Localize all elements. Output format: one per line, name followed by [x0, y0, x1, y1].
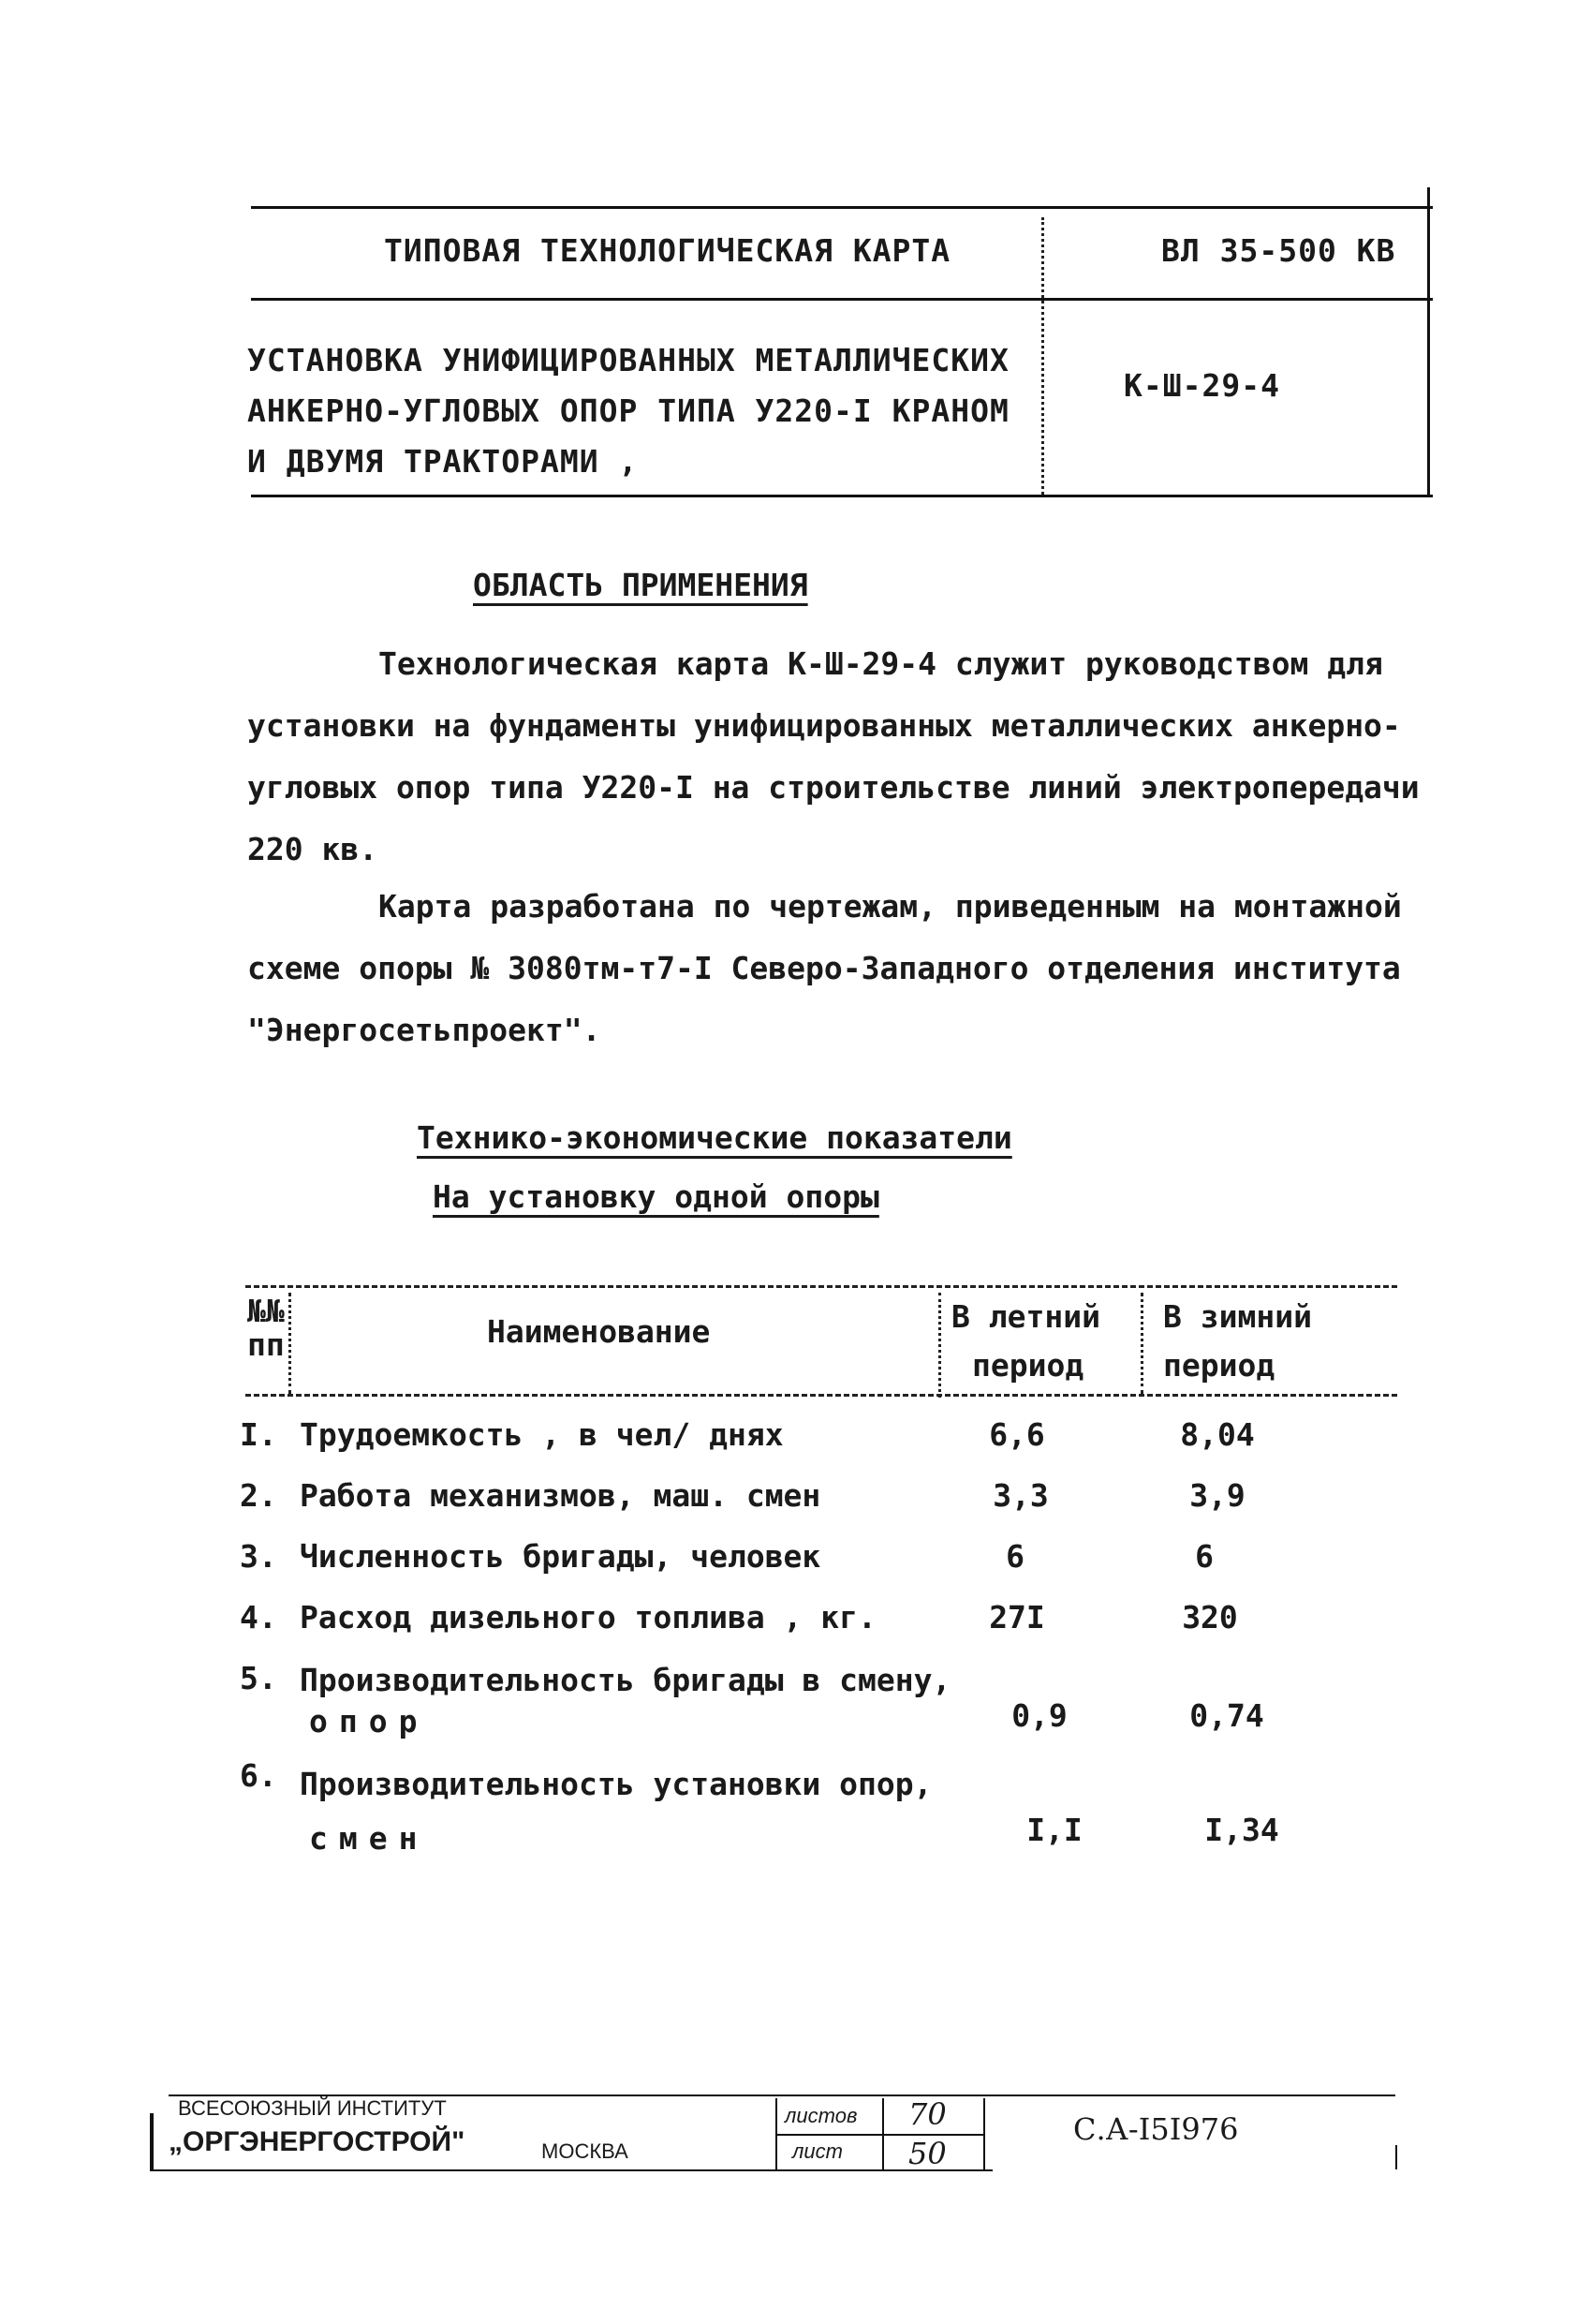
stamp-sheets-divider-right — [983, 2098, 985, 2169]
row-1-name: Трудоемкость , в чел/ днях — [300, 1416, 784, 1453]
row-6-summer: I,I — [1026, 1812, 1083, 1848]
scope-p1-line-1: Технологическая карта К-Ш-29-4 служит руководством для — [378, 645, 1383, 682]
row-3-summer: 6 — [1006, 1538, 1024, 1575]
row-1-winter: 8,04 — [1180, 1416, 1255, 1453]
row-3-winter: 6 — [1195, 1538, 1214, 1575]
sheets-value: 70 — [908, 2096, 947, 2132]
header-top-rule — [251, 206, 1433, 209]
row-2-name: Работа механизмов, маш. смен — [300, 1477, 821, 1514]
col-header-summer-line-2: период — [972, 1347, 1084, 1384]
indicators-heading-line-1: Технико-экономические показатели — [417, 1119, 1012, 1156]
table-header-bottom-rule — [245, 1394, 1397, 1397]
col-header-summer-line-1: В летний — [951, 1298, 1100, 1335]
scope-p1-line-4: 220 кв. — [247, 831, 378, 867]
header-column-divider — [1041, 217, 1044, 495]
table-top-rule — [245, 1285, 1397, 1288]
stamp-right-tick — [1395, 2145, 1397, 2169]
sheets-label: листов — [785, 2104, 858, 2127]
row-5-summer: 0,9 — [1011, 1697, 1068, 1734]
row-5-name-line-2: опор — [309, 1703, 429, 1739]
scope-p2-line-1: Карта разработана по чертежам, приведенным на монтажной — [378, 888, 1402, 925]
row-6-name-line-1: Производительность установки опор, — [300, 1766, 933, 1802]
row-2-num: 2. — [240, 1477, 277, 1514]
scope-p1-line-3: угловых опор типа У220-I на строительстве линий электропередачи — [247, 769, 1420, 806]
row-3-name: Численность бригады, человек — [300, 1538, 821, 1575]
header-middle-rule — [251, 298, 1433, 301]
row-4-summer: 27I — [989, 1599, 1045, 1636]
institute-line-2: „ОРГЭНЕРГОСТРОЙ" — [169, 2126, 465, 2157]
row-6-num: 6. — [240, 1757, 277, 1794]
scope-paragraph-1 — [247, 633, 1420, 881]
scope-p2-line-3: "Энергосетьпроект". — [247, 1012, 601, 1048]
sheet-value: 50 — [908, 2136, 947, 2171]
card-title-line-2: АНКЕРНО-УГЛОВЫХ ОПОР ТИПА У220-I КРАНОМ — [247, 392, 1010, 429]
row-2-winter: 3,9 — [1189, 1477, 1246, 1514]
row-2-summer: 3,3 — [993, 1477, 1049, 1514]
col-header-winter-line-2: период — [1163, 1347, 1275, 1384]
row-5-name-line-1: Производительность бригады в смену, — [300, 1662, 951, 1698]
col-header-winter-line-1: В зимний — [1163, 1298, 1312, 1335]
table-divider-summer — [1141, 1293, 1143, 1394]
institute-city: МОСКВА — [541, 2139, 628, 2163]
stamp-sheets-mid-rule — [775, 2134, 983, 2136]
col-header-num — [247, 1295, 285, 1362]
card-type-label: ТИПОВАЯ ТЕХНОЛОГИЧЕСКАЯ КАРТА — [384, 232, 951, 269]
col-header-name: Наименование — [487, 1313, 711, 1350]
table-divider-num — [288, 1293, 291, 1394]
row-3-num: 3. — [240, 1538, 277, 1575]
row-6-name — [300, 1757, 933, 1866]
card-title-line-3: И ДВУМЯ ТРАКТОРАМИ , — [247, 443, 639, 480]
row-4-num: 4. — [240, 1599, 277, 1636]
row-6-name-line-2: смен — [309, 1820, 429, 1857]
institute-line-1: ВСЕСОЮЗНЫЙ ИНСТИТУТ — [178, 2096, 447, 2120]
row-1-summer: 6,6 — [989, 1416, 1045, 1453]
row-5-winter: 0,74 — [1189, 1697, 1264, 1734]
col-header-summer — [951, 1293, 1100, 1390]
scope-paragraph-2 — [247, 876, 1402, 1061]
row-6-winter: I,34 — [1204, 1812, 1279, 1848]
card-title-line-1: УСТАНОВКА УНИФИЦИРОВАННЫХ МЕТАЛЛИЧЕСКИХ — [247, 342, 1010, 378]
scope-p2-line-2: схеме опоры № 3080тм-т7-I Северо-Западного отделения института — [247, 950, 1401, 986]
col-header-winter — [1163, 1293, 1312, 1390]
scope-heading: ОБЛАСТЬ ПРИМЕНЕНИЯ — [473, 567, 808, 603]
row-4-name: Расход дизельного топлива , кг. — [300, 1599, 877, 1636]
indicators-heading-line-2: На установку одной опоры — [433, 1178, 879, 1215]
row-4-winter: 320 — [1182, 1599, 1238, 1636]
voltage-range-label: ВЛ 35-500 КВ — [1161, 232, 1396, 269]
header-right-border — [1427, 187, 1430, 496]
col-header-num-line-1: №№ — [247, 1293, 285, 1329]
header-bottom-rule — [251, 495, 1433, 497]
card-title — [247, 335, 1010, 487]
document-number: С.А-I5I976 — [1073, 2111, 1239, 2147]
card-code: К-Ш-29-4 — [1124, 367, 1280, 404]
scope-p1-line-2: установки на фундаменты унифицированных металлических анкерно- — [247, 707, 1401, 744]
stamp-left-bracket — [150, 2113, 154, 2169]
row-1-num: I. — [240, 1416, 277, 1453]
col-header-num-line-2: пп — [247, 1326, 285, 1363]
stamp-bottom-rule — [150, 2169, 993, 2171]
sheet-label: лист — [792, 2139, 843, 2163]
row-5-name — [300, 1660, 951, 1742]
table-divider-name — [938, 1293, 941, 1398]
row-5-num: 5. — [240, 1660, 277, 1696]
